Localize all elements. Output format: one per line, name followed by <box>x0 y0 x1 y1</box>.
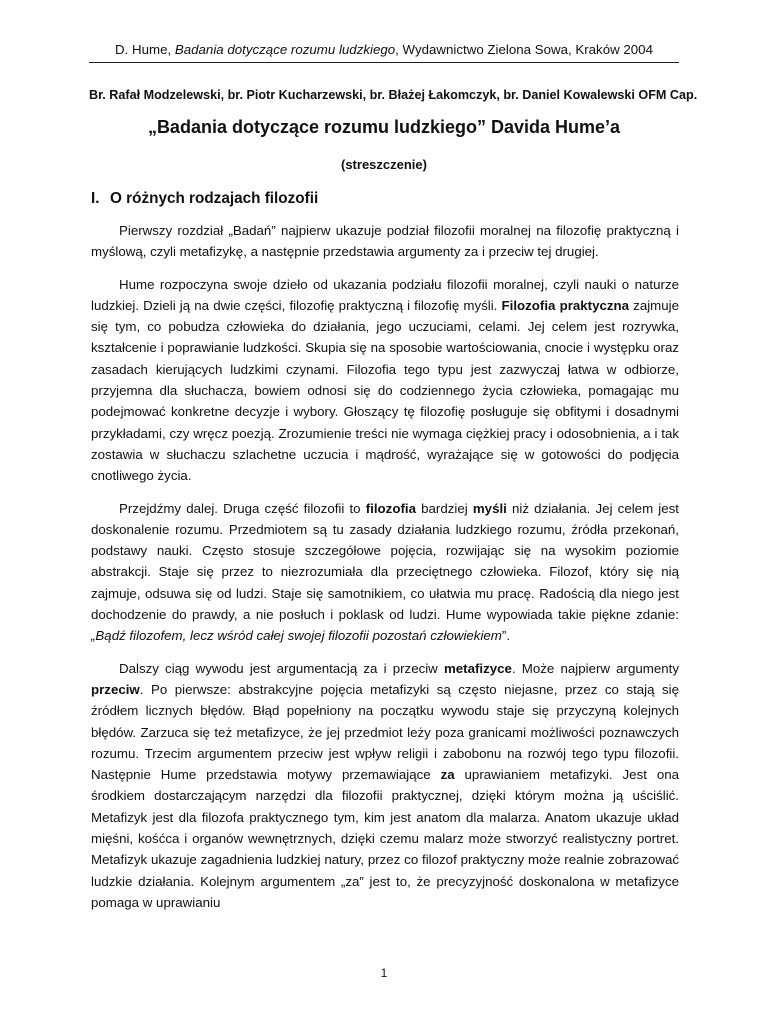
paragraph-3-bold-term-1: filozofia <box>365 500 416 516</box>
header-publisher: , Wydawnictwo Zielona Sowa, Kraków 2004 <box>395 42 653 57</box>
document-subtitle: (streszczenie) <box>341 157 427 172</box>
section-number: I. <box>91 190 100 207</box>
paragraph-3-text-e: niż działania. Jej celem jest doskonalenie rozumu. Przedmiotem są tu zasady działania ludzkiego rozumu, źródła przekonań, podstawy nauki. Często stosuje szczegółowe pojęcia, rozwijając się na wysokim poziomie abstrakcji. Staje się przez to niezrozumiała dla przeciętnego człowieka. Filozof, który się nią zajmuje, odsuwa się od ludzi. Staje się samotnikiem, co ułatwia mu pracę. Radością dla niego jest dochodzenie do prawdy, a nie posłuch i poklask od ludzi. Hume wypowiada takie piękne zdanie: <box>91 500 679 623</box>
paragraph-4-bold-term-2: przeciw <box>91 681 140 697</box>
paragraph-2-bold-term: Filozofia praktyczna <box>501 297 630 313</box>
header-author: D. Hume, <box>115 42 175 57</box>
page-number: 1 <box>380 966 388 980</box>
paragraph-1: Pierwszy rozdział „Badań” najpierw ukazuje podział filozofii moralnej na filozofię praktyczną i myślową, czyli metafizykę, a następnie przedstawia argumenty za i przeciw tej drugiej. <box>91 223 679 260</box>
paragraph-4-bold-term-1: metafizyce <box>443 660 512 676</box>
section-heading <box>91 190 318 208</box>
paragraph-3-quote: „Bądź filozofem, lecz wśród całej swojej filozofii pozostań człowiekiem <box>91 628 502 644</box>
body-text <box>91 220 679 924</box>
paragraph-2 <box>91 274 679 487</box>
paragraph-3-text-a: Przejdźmy dalej. Druga część filozofii to <box>119 500 366 516</box>
authors-line: Br. Rafał Modzelewski, br. Piotr Kucharzewski, br. Błażej Łakomczyk, br. Daniel Kowalewski OFM Cap. <box>89 88 698 102</box>
paragraph-3 <box>91 498 679 647</box>
header-work-title: Badania dotyczące rozumu ludzkiego <box>174 42 396 57</box>
paragraph-2-text-c: zajmuje się tym, co pobudza człowieka do działania, jego uczuciami, celami. Jej celem jest rozrywka, kształcenie i poprawianie ludzkości. Skupia się na sposobie wartościowania, cnocie i występku oraz zasadach kierujących ludzkimi czynami. Filozofia tego typu jest zazwyczaj łatwa w odbiorze, przyjemna dla słuchacza, bowiem odnosi się do codziennego życia człowieka, pomagając mu podejmować konkretne decyzje i wybory. Głoszący tę filozofię posługuje się obfitymi i dosadnymi przykładami, czy wręcz poezją. Zrozumienie treści nie wymaga ciężkiej pracy i odosobnienia, a i tak zostawia w słuchaczu szlachetne uczucia i mądrość, wyrażające się w gotowości do podjęcia cnotliwego życia. <box>91 297 679 484</box>
paragraph-3-text-c: bardziej <box>415 500 473 516</box>
section-title: O różnych rodzajach filozofii <box>110 190 319 207</box>
paragraph-3-bold-term-2: myśli <box>472 500 507 516</box>
paragraph-4-text-g: uprawianiem metafizyki. Jest ona środkiem dostarczającym narzędzi dla filozofii praktycznej, dzięki którym można ją uściślić. Metafizyk jest dla filozofa praktycznego tym, kim jest anatom dla malarza. Anatom ukazuje układ mięśni, kośćca i organów wewnętrznych, dzięki czemu malarz może stworzyć realistyczny portret. Metafizyk ukazuje zagadnienia ludzkiej natury, przez co filozof praktyczny może realnie zobrazować ludzkie działania. Kolejnym argumentem „za” jest to, że precyzyjność doskonalona w metafizyce pomaga w uprawianiu <box>91 767 680 910</box>
running-header <box>89 40 679 63</box>
document-title: „Badania dotyczące rozumu ludzkiego” Davida Hume’a <box>147 117 621 137</box>
paragraph-4-text-a: Dalszy ciąg wywodu jest argumentacją za i przeciw <box>119 660 444 676</box>
paragraph-2-text-a: Hume rozpoczyna swoje dzieło od ukazania podziału filozofii moralnej, czyli nauki o naturze ludzkiej. Dzieli ją na dwie części, filozofię praktyczną i filozofię myśli. <box>91 276 679 313</box>
paragraph-3-text-g: ”. <box>501 628 511 644</box>
paragraph-4-text-e: . Po pierwsze: abstrakcyjne pojęcia metafizyki są często niejasne, przez co stają się źródłem licznych błędów. Błąd popełniony na początku wywodu staje się przyczyną kolejnych błędów. Zarzuca się też metafizyce, że jej przedmiot leży poza granicami możliwości poznawczych rozumu. Trzecim argumentem przeciw jest wpływ religii i zabobonu na rozwój tego typu filozofii. Następnie Hume przedstawia motywy przemawiające <box>91 681 679 783</box>
paragraph-4-bold-term-3: za <box>440 767 455 783</box>
paragraph-4-text-c: . Może najpierw argumenty <box>511 660 679 676</box>
paragraph-4 <box>91 658 679 914</box>
